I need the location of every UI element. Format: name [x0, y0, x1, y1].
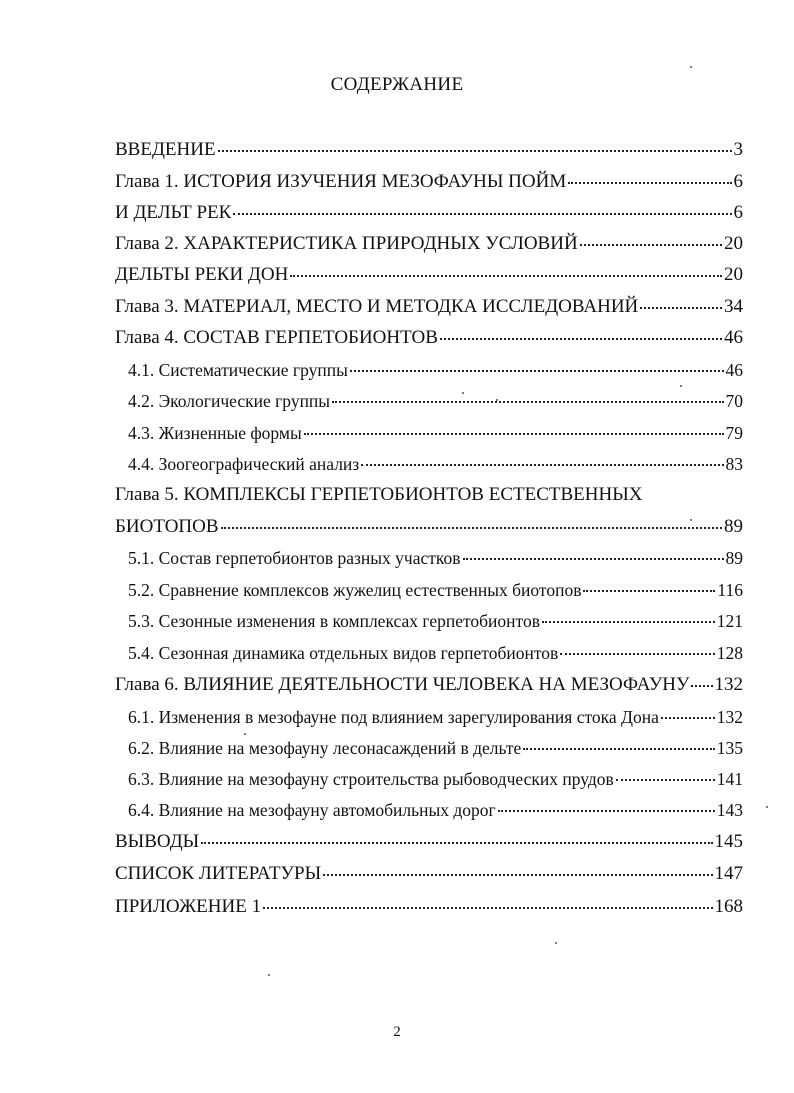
toc-entry-page: 20: [724, 233, 743, 254]
toc-entry[interactable]: [128, 421, 743, 445]
toc-entry-label: СПИСОК ЛИТЕРАТУРЫ: [115, 863, 322, 884]
toc-entry-page: 89: [725, 548, 743, 568]
scan-speck: [766, 806, 768, 808]
toc-entry-page: 121: [716, 611, 743, 631]
toc-entry-label: 6.3. Влияние на мезофауну строительства рыбоводческих прудов: [128, 769, 614, 789]
dot-leader: [350, 369, 724, 372]
dot-leader: [218, 149, 732, 152]
toc-entry-page: 132: [714, 674, 743, 695]
toc-entry-label: 4.4. Зоогеографический анализ: [128, 454, 360, 474]
toc-entry[interactable]: [115, 295, 743, 319]
toc-entry[interactable]: [115, 862, 743, 886]
dot-leader: [691, 684, 712, 687]
toc-entry-page: 34: [724, 296, 743, 317]
toc-entry-label: ДЕЛЬТЫ РЕКИ ДОН: [115, 264, 289, 285]
toc-entry-label: 5.4. Сезонная динамика отдельных видов герпетобионтов: [128, 643, 559, 663]
dot-leader: [498, 809, 715, 812]
toc-entry-page: 135: [716, 738, 743, 758]
toc-entry-page: 89: [724, 516, 743, 537]
toc-entry[interactable]: [115, 170, 743, 194]
scan-speck: [496, 399, 498, 401]
dot-leader: [616, 778, 715, 781]
toc-entry-page: 79: [725, 423, 743, 443]
dot-leader: [661, 716, 715, 719]
toc-entry-page: 70: [725, 391, 743, 411]
toc-entry-label: ВВЕДЕНИЕ: [115, 139, 216, 160]
toc-entry-page: 132: [716, 707, 743, 727]
scan-speck: [690, 66, 692, 68]
page-number: 2: [393, 1024, 401, 1040]
toc-entry[interactable]: [115, 673, 743, 697]
toc-entry-page: 6: [733, 202, 743, 223]
scan-speck: [244, 733, 246, 735]
toc-entry[interactable]: [128, 705, 743, 729]
toc-entry[interactable]: [128, 767, 743, 791]
toc-entry-page: 141: [716, 769, 743, 789]
toc-entry-label: 5.3. Сезонные изменения в комплексах герпетобионтов: [128, 611, 540, 631]
toc-entry-page: 168: [714, 896, 743, 917]
dot-leader: [361, 463, 723, 466]
toc-entry[interactable]: [128, 389, 743, 413]
toc-entry-page: 6: [733, 171, 743, 192]
dot-leader: [580, 243, 722, 246]
toc-entry-page: 143: [716, 800, 743, 820]
toc-entry-page: 20: [724, 264, 743, 285]
page-title: СОДЕРЖАНИЕ: [330, 74, 464, 95]
toc-entry-label: 6.4. Влияние на мезофауну автомобильных дорог: [128, 800, 496, 820]
scan-speck: [690, 519, 692, 521]
toc-entry-page: 145: [714, 831, 743, 852]
dot-leader: [640, 306, 722, 309]
toc-entry[interactable]: [115, 515, 743, 539]
toc-entry-label: Глава 4. СОСТАВ ГЕРПЕТОБИОНТОВ: [115, 327, 438, 348]
toc-entry-label: 5.1. Состав герпетобионтов разных участков: [128, 548, 461, 568]
toc-entry[interactable]: [128, 609, 743, 633]
toc-entry-label: БИОТОПОВ: [115, 516, 219, 537]
toc-entry[interactable]: [128, 641, 743, 665]
toc-entry[interactable]: [128, 578, 743, 602]
toc-entry[interactable]: [128, 546, 743, 570]
dot-leader: [221, 526, 722, 529]
toc-entry-label: 4.2. Экологические группы: [128, 391, 331, 411]
toc-entry-page: 147: [714, 863, 743, 884]
dot-leader: [542, 620, 715, 623]
dot-leader: [463, 557, 724, 560]
toc-entry[interactable]: [115, 326, 743, 350]
dot-leader: [233, 212, 731, 215]
toc-entry[interactable]: [128, 358, 743, 382]
dot-leader: [263, 906, 712, 909]
toc-entry-label: Глава 2. ХАРАКТЕРИСТИКА ПРИРОДНЫХ УСЛОВИЙ: [115, 233, 578, 254]
dot-leader: [332, 400, 723, 403]
dot-leader: [304, 432, 724, 435]
toc-entry-label: ВЫВОДЫ: [115, 831, 200, 852]
dot-leader: [523, 747, 715, 750]
dot-leader: [201, 841, 712, 844]
toc-entry[interactable]: [115, 232, 743, 256]
dot-leader: [583, 589, 715, 592]
toc-entry-page: 46: [724, 327, 743, 348]
dot-leader: [290, 274, 722, 277]
toc-entry-page: 83: [725, 454, 743, 474]
toc-entry-label: 4.3. Жизненные формы: [128, 423, 302, 443]
scan-speck: [462, 392, 464, 394]
toc-entry-label: Глава 6. ВЛИЯНИЕ ДЕЯТЕЛЬНОСТИ ЧЕЛОВЕКА НА МЕЗОФАУНУ: [115, 674, 690, 695]
dot-leader: [323, 873, 712, 876]
toc-entry-label: И ДЕЛЬТ РЕК: [115, 202, 232, 223]
dot-leader: [560, 652, 714, 655]
toc-entry-page: 3: [733, 139, 743, 160]
toc-entry[interactable]: [128, 452, 743, 476]
scan-speck: [555, 942, 557, 944]
toc-entry-label: Глава 5. КОМПЛЕКСЫ ГЕРПЕТОБИОНТОВ ЕСТЕСТВЕННЫХ: [115, 484, 643, 505]
dot-leader: [568, 181, 731, 184]
toc-entry-label: 4.1. Систематические группы: [128, 360, 348, 380]
toc-entry[interactable]: [115, 201, 743, 225]
toc-entry-page: 128: [716, 643, 743, 663]
toc-entry[interactable]: [115, 830, 743, 854]
toc-entry[interactable]: [115, 483, 743, 507]
toc-entry[interactable]: [115, 138, 743, 162]
toc-entry-label: Глава 3. МАТЕРИАЛ, МЕСТО И МЕТОДКА ИССЛЕДОВАНИЙ: [115, 296, 639, 317]
toc-entry[interactable]: [115, 895, 743, 919]
scan-speck: [268, 974, 270, 976]
toc-entry-label: 6.1. Изменения в мезофауне под влиянием зарегулирования стока Дона: [128, 707, 659, 727]
toc-entry-label: Глава 1. ИСТОРИЯ ИЗУЧЕНИЯ МЕЗОФАУНЫ ПОЙМ: [115, 171, 567, 192]
toc-entry[interactable]: [115, 263, 743, 287]
dot-leader: [440, 337, 722, 340]
toc-entry-label: 6.2. Влияние на мезофауну лесонасаждений в дельте: [128, 738, 522, 758]
scan-speck: [680, 385, 682, 387]
toc-entry[interactable]: [128, 736, 743, 760]
toc-entry-page: 46: [725, 360, 743, 380]
toc-entry-page: 116: [717, 580, 743, 600]
toc-entry-label: ПРИЛОЖЕНИЕ 1: [115, 896, 262, 917]
toc-entry-label: 5.2. Сравнение комплексов жужелиц естественных биотопов: [128, 580, 582, 600]
toc-entry[interactable]: [128, 798, 743, 822]
